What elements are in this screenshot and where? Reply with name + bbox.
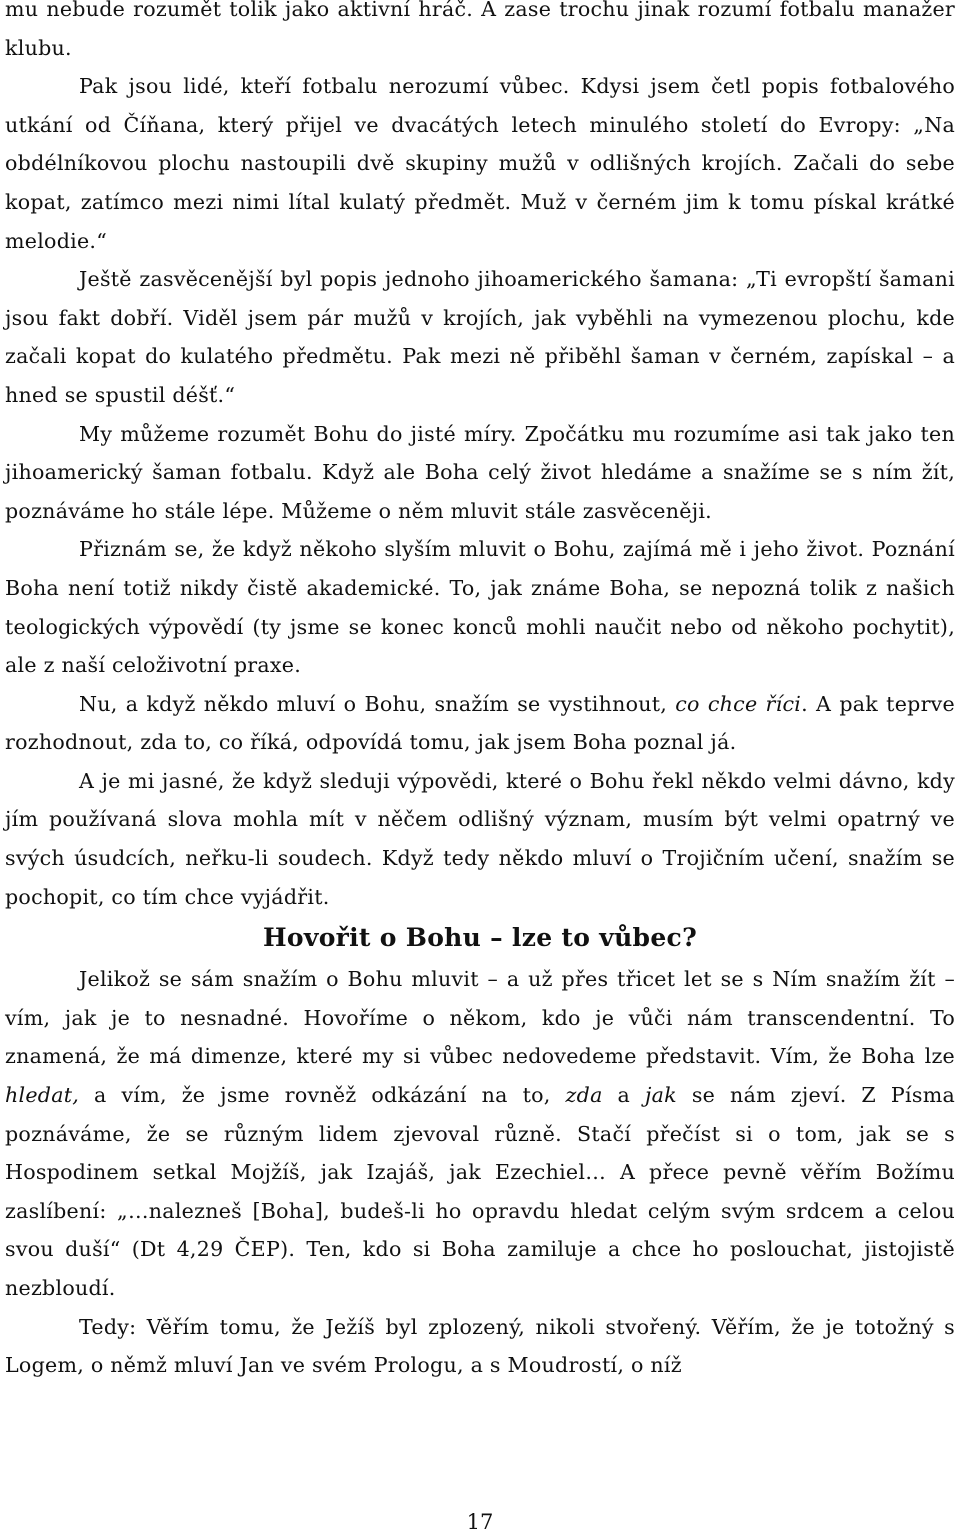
text-run: Ještě zasvěcenější byl popis jednoho jihoamerického šamana: „Ti evropští šamani jsou fakt dobří. Viděl jsem pár mužů v krojích, jak vyběhli na vymezenou plochu, kde začali kopat do kulatého předmětu. Pak mezi ně přiběhl šaman v černém, zapískal – a hned se spustil déšť.“: [5, 267, 955, 407]
paragraph-p1: [5, 0, 955, 67]
paragraph-p3: [5, 260, 955, 414]
body-text-before-heading: [5, 0, 955, 916]
italic-text: co chce říci: [675, 691, 802, 716]
italic-text: hledat,: [5, 1083, 80, 1108]
paragraph-p7: [5, 762, 955, 916]
paragraph-p8: [5, 960, 955, 1307]
text-run: Tedy: Věřím tomu, že Ježíš byl zplozený, nikoli stvořený. Věřím, že je totožný s Logem, o němž mluví Jan ve svém Prologu, a s Moudrostí, o níž: [5, 1314, 955, 1378]
paragraph-p5: [5, 530, 955, 684]
text-run: a vím, že jsme rovněž odkázání na to,: [79, 1083, 566, 1108]
document-page: [5, 0, 955, 1385]
text-run: . A pak teprve rozhodnout, zda to, co říká, odpovídá tomu, jak jsem Boha poznal já.: [5, 691, 955, 755]
text-run: A je mi jasné, že když sleduji výpovědi, které o Bohu řekl někdo velmi dávno, kdy jím používaná slova mohla mít v něčem odlišný význam, musím být velmi opatrný ve svých úsudcích, neřku-li soudech. Když tedy někdo mluví o Trojičním učení, snažím se pochopit, co tím chce vyjádřit.: [5, 768, 955, 909]
text-run: mu nebude rozumět tolik jako aktivní hráč. A zase trochu jinak rozumí fotbalu manažer klubu.: [5, 0, 955, 60]
text-run: se nám zjeví. Z Písma poznáváme, že se různým lidem zjevoval různě. Stačí přečíst si o tom, jak se s Hospodinem setkal Mojžíš, jak Izajáš, jak Ezechiel… A přece pevně věřím Božímu zaslíbení: „…nalezneš [Boha], budeš-li ho opravdu hledat celým svým srdcem a celou svou duší“ (Dt 4,29 ČEP). Ten, kdo si Boha zamiluje a chce ho poslouchat, jistojistě nezbloudí.: [5, 1083, 955, 1300]
page-number: 17: [466, 1510, 494, 1534]
paragraph-p4: [5, 415, 955, 531]
text-run: a: [602, 1083, 646, 1108]
text-run: Jelikož se sám snažím o Bohu mluvit – a už přes třicet let se s Ním snažím žít – vím, jak je to nesnadné. Hovoříme o někom, kdo je vůči nám transcendentní. To znamená, že má dimenze, které my si vůbec nedovedeme představit. Vím, že Boha lze: [5, 967, 955, 1069]
body-text-after-heading: [5, 960, 955, 1385]
section-heading: Hovořit o Bohu – lze to vůbec?: [262, 923, 698, 953]
text-run: Pak jsou lidé, kteří fotbalu nerozumí vůbec. Kdysi jsem četl popis fotbalového utkání od Číňana, který přijel ve dvacátých letech minulého století do Evropy: „Na obdélníkovou plochu nastoupili dvě skupiny mužů v odlišných krojích. Začali do sebe kopat, zatímco mezi nimi lítal kulatý předmět. Muž v černém jim k tomu pískal krátké melodie.“: [5, 74, 955, 253]
paragraph-p2: [5, 67, 955, 260]
paragraph-p9: [5, 1308, 955, 1385]
italic-text: zda: [565, 1083, 603, 1108]
text-run: My můžeme rozumět Bohu do jisté míry. Zpočátku mu rozumíme asi tak jako ten jihoamerický šaman fotbalu. Když ale Boha celý život hledáme a snažíme se s ním žít, poznáváme ho stále lépe. Můžeme o něm mluvit stále zasvěceněji.: [5, 421, 955, 523]
text-run: Přiznám se, že když někoho slyším mluvit o Bohu, zajímá mě i jeho život. Poznání Boha není totiž nikdy čistě akademické. To, jak známe Boha, se nepozná tolik z našich teologických výpovědí (ty jsme se konec konců mohli naučit nebo od někoho pochytit), ale z naší celoživotní praxe.: [5, 537, 955, 678]
text-run: Nu, a když někdo mluví o Bohu, snažím se vystihnout,: [79, 691, 676, 716]
paragraph-p6: [5, 685, 955, 762]
italic-text: jak: [645, 1083, 677, 1108]
